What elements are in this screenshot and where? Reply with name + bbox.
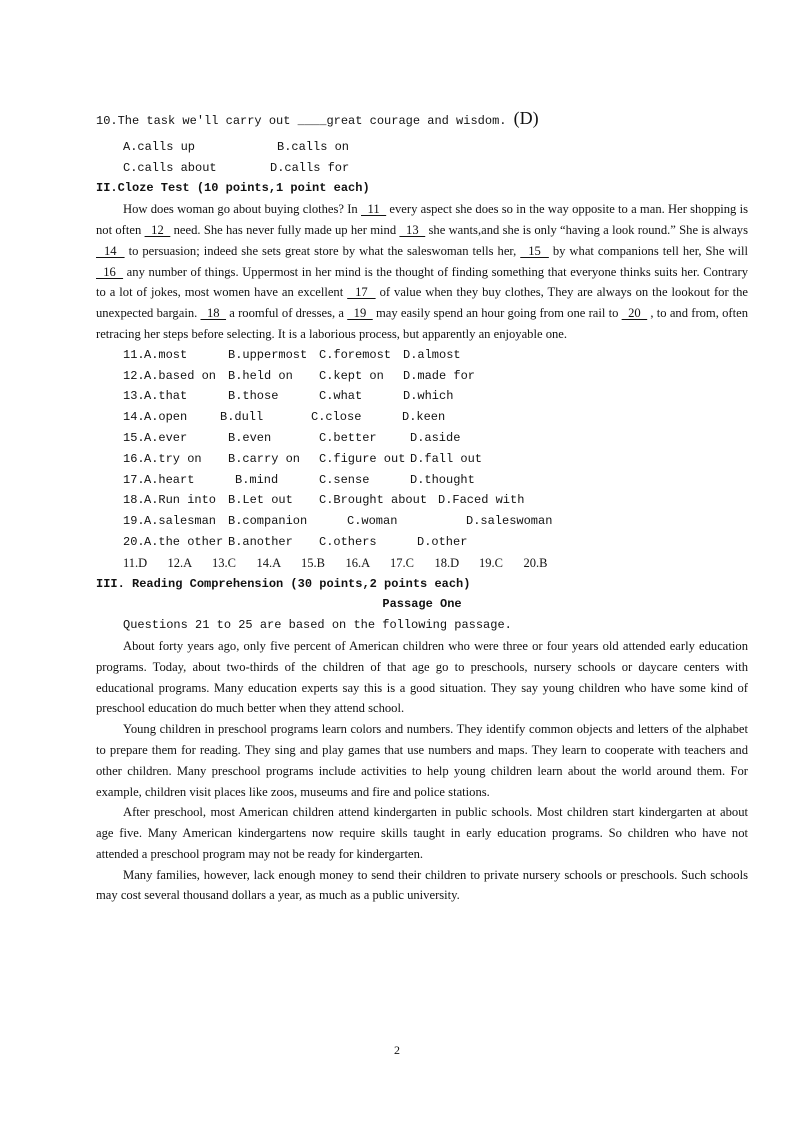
option-c: C.better [319, 430, 377, 445]
option-a: A.heart [144, 472, 195, 487]
cloze-text: , to and from, often retracing her steps before selecting. It is a laborious process, but apparently an enjoyable one. [96, 306, 748, 341]
option-d: D.Faced with [438, 493, 525, 508]
page-number: 2 [394, 1043, 400, 1057]
reading-paragraph: After preschool, most American children attend kindergarten in public schools. Most children start kindergarten at about age five. Many American kindergartens now require skills taught in early education programs. So children who have not attended a preschool program may not be ready for kindergarten. [96, 805, 748, 861]
cloze-question-16 [96, 449, 748, 470]
option-a: A.Run into [144, 493, 217, 508]
answer-key: 19.C [479, 555, 503, 570]
option-c: C.sense [319, 472, 370, 487]
question-number: 17. [123, 472, 145, 487]
cloze-blank-18: 18 [200, 306, 227, 321]
cloze-text: How does woman go about buying clothes? In [123, 202, 361, 217]
option-a: A.open [144, 410, 188, 425]
reading-paragraph: About forty years ago, only five percent of American children who were three or four years old attended early education programs. Today, about two-thirds of the children of that age go to preschools, nursery schools or daycare centers with educational programs. Many education experts say this is a good situation. They say young children who have some kind of preschool education do much better when they attend school. [96, 638, 748, 716]
answer-key: 18.D [434, 555, 460, 570]
cloze-text: of value when they buy clothes, They are always on the lookout for the unexpected bargain. [96, 285, 748, 321]
option-d: D.which [403, 389, 454, 404]
cloze-passage [96, 199, 748, 345]
option-d: D.thought [410, 472, 475, 487]
answer-key: 13.C [212, 555, 236, 570]
option-c: C.foremost [319, 347, 392, 362]
question-number: 20. [123, 534, 145, 549]
question-10 [96, 108, 748, 129]
answer-key: 14.A [256, 555, 282, 570]
answer-key: 17.C [390, 555, 414, 570]
cloze-text: any number of things. Uppermost in her mind is the thought of finding something that everyone thinks suits her. Contrary to a lot of jokes, most women have an excellent [96, 264, 748, 300]
option-b: B.even [228, 430, 272, 445]
option-b: B.uppermost [228, 347, 308, 362]
reading-paragraph: Young children in preschool programs learn colors and numbers. They identify common objects and letters of the alphabet to prepare them for reading. They sing and play games that use numbers and maps. They learn to cooperate with teachers and other children. Many preschool programs include activities to help young children learn about the world around them. For example, children visit places like zoos, museums and fire and police stations. [96, 722, 748, 799]
cloze-question-17 [96, 470, 748, 491]
option-a: A.salesman [144, 514, 217, 529]
cloze-question-14 [96, 407, 748, 428]
cloze-blank-17: 17 [347, 285, 376, 300]
option-c: C.figure out [319, 451, 406, 466]
cloze-text: to persuasion; indeed she sets great store by what the saleswoman tells her, [124, 243, 521, 258]
cloze-question-19 [96, 511, 748, 532]
question-10-options-row-2 [96, 158, 748, 179]
reading-passage [96, 636, 748, 906]
option-a: A.most [144, 347, 188, 362]
question-number: 11. [123, 347, 145, 362]
cloze-text: she wants,and she is only “having a look round.” She is always [425, 222, 749, 237]
cloze-text: every aspect she does so in the way opposite to a man. Her shopping is not often [96, 202, 748, 237]
question-number: 16. [123, 451, 145, 466]
question-number: 19. [123, 514, 145, 529]
option-d: D.fall out [410, 451, 483, 466]
option-a: A.that [144, 389, 188, 404]
option-d: D.calls for [270, 160, 350, 175]
passage-intro: Questions 21 to 25 are based on the following passage. [123, 618, 512, 633]
option-b: B.carry on [228, 451, 301, 466]
cloze-question-12 [96, 366, 748, 387]
option-d: D.other [417, 534, 468, 549]
cloze-blank-11: 11 [361, 202, 387, 217]
option-a: A.ever [144, 430, 188, 445]
cloze-blank-14: 14 [96, 243, 125, 258]
cloze-paragraph [96, 199, 748, 345]
option-c: C.others [319, 534, 377, 549]
question-number: 14. [123, 410, 145, 425]
question-number: 15. [123, 430, 145, 445]
cloze-blank-13: 13 [399, 222, 426, 237]
question-10-stem: 10.The task we'll carry out ____great courage and wisdom. [96, 114, 507, 128]
cloze-text: a roomful of dresses, a [226, 306, 348, 321]
cloze-text: need. She has never fully made up her mind [170, 222, 400, 237]
option-a: A.try on [144, 451, 202, 466]
option-d: D.saleswoman [466, 514, 553, 529]
cloze-blank-16: 16 [96, 264, 124, 279]
cloze-blank-15: 15 [520, 243, 549, 258]
cloze-question-18 [96, 490, 748, 511]
cloze-question-15 [96, 428, 748, 449]
question-number: 13. [123, 389, 145, 404]
option-b: B.Let out [228, 493, 293, 508]
cloze-answer-keys [96, 553, 748, 574]
question-number: 12. [123, 368, 145, 383]
passage-title: Passage One [382, 597, 462, 612]
cloze-question-11 [96, 345, 748, 366]
option-d: D.made for [403, 368, 476, 383]
question-number: 18. [123, 493, 145, 508]
cloze-blank-19: 19 [347, 306, 373, 321]
question-10-answer: (D) [513, 108, 539, 128]
option-b: B.those [228, 389, 279, 404]
cloze-questions [96, 345, 748, 553]
document-page [96, 108, 748, 906]
cloze-blank-20: 20 [621, 306, 648, 321]
reading-heading: III. Reading Comprehension (30 points,2 points each) [96, 576, 471, 591]
cloze-question-20 [96, 532, 748, 553]
option-d: D.keen [402, 410, 446, 425]
option-c: C.kept on [319, 368, 384, 383]
answer-key: 16.A [345, 555, 371, 570]
cloze-text: by what companions tell her, She will [548, 243, 749, 258]
answer-key: 11.D [123, 555, 148, 570]
option-b: B.mind [235, 472, 279, 487]
option-b: B.calls on [277, 139, 350, 154]
option-a: A.calls up [123, 139, 196, 154]
answer-key: 15.B [301, 555, 325, 570]
cloze-heading: II.Cloze Test (10 points,1 point each) [96, 181, 370, 196]
reading-paragraph: Many families, however, lack enough money to send their children to private nursery schools or preschools. Such schools may cost several thousand dollars a year, as much as a public university. [96, 867, 748, 903]
cloze-text: may easily spend an hour going from one rail to [372, 306, 622, 321]
option-b: B.another [228, 534, 293, 549]
cloze-question-13 [96, 386, 748, 407]
option-d: D.aside [410, 430, 461, 445]
option-c: C.close [311, 410, 362, 425]
option-b: B.companion [228, 514, 308, 529]
option-c: C.Brought about [319, 493, 428, 508]
option-b: B.held on [228, 368, 293, 383]
option-c: C.calls about [123, 160, 217, 175]
option-a: A.based on [144, 368, 217, 383]
cloze-blank-12: 12 [144, 222, 171, 237]
answer-key: 12.A [167, 555, 193, 570]
answer-key: 20.B [523, 555, 548, 570]
option-b: B.dull [220, 410, 264, 425]
question-10-options-row-1 [96, 137, 748, 158]
option-d: D.almost [403, 347, 461, 362]
option-c: C.woman [347, 514, 398, 529]
option-a: A.the other [144, 534, 224, 549]
option-c: C.what [319, 389, 363, 404]
